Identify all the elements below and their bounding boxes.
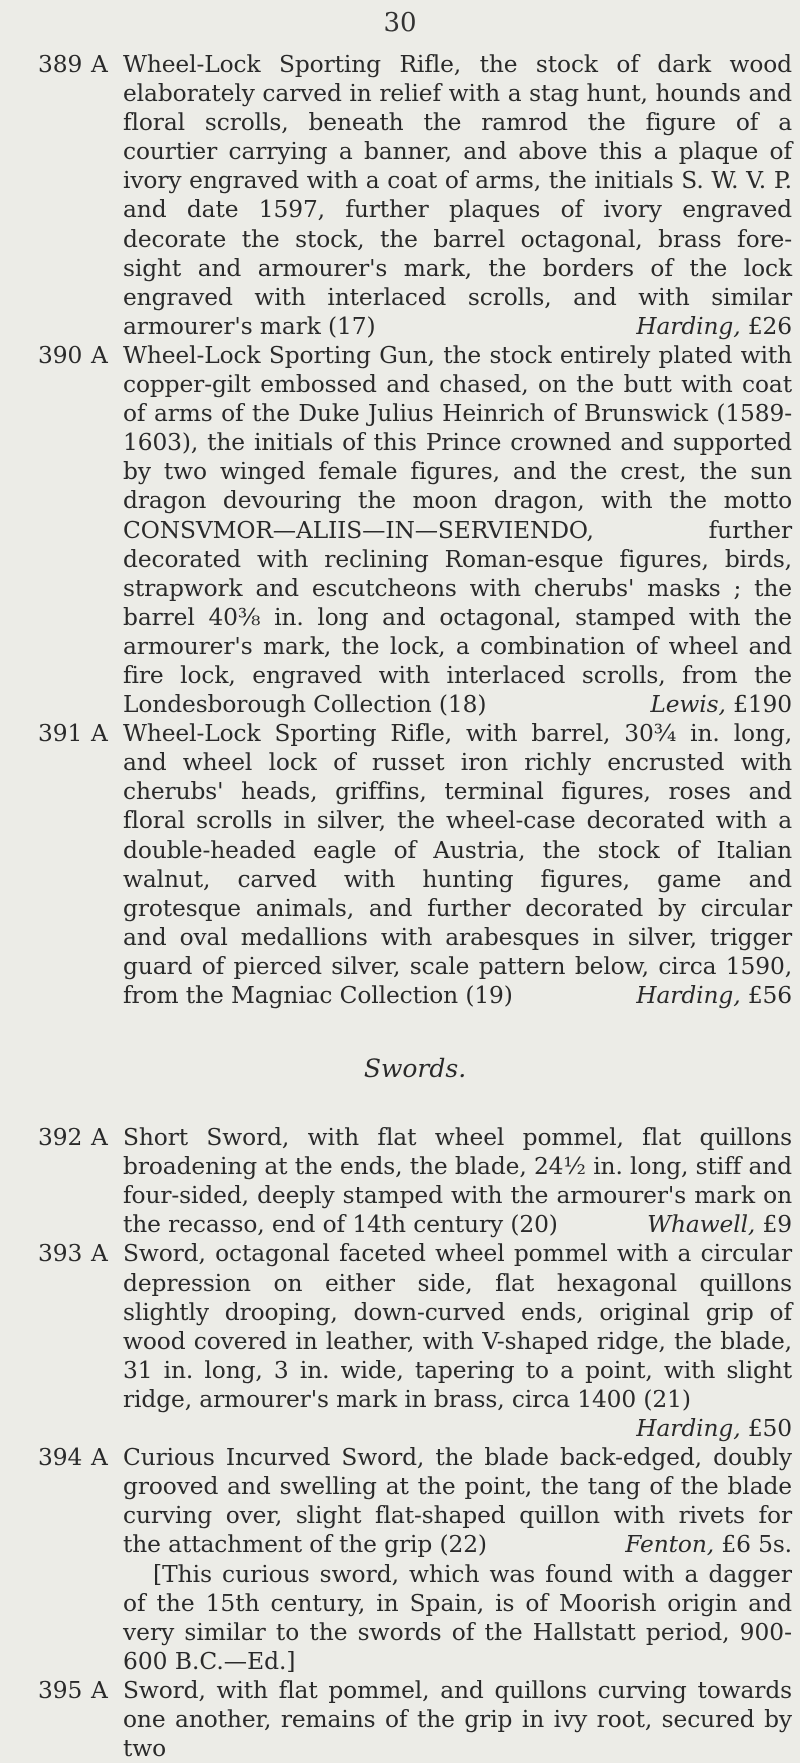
lot-list bbox=[38, 50, 792, 1763]
lot-buyer: Whawell, bbox=[647, 1211, 756, 1239]
lot-entry-390 bbox=[38, 341, 792, 719]
lot-description: Sword, with flat pommel, and quillons curving towards one another, remains of the grip in ivy root, secured by two bbox=[123, 1676, 792, 1763]
lot-entry-389 bbox=[38, 50, 792, 341]
lot-price: £9 bbox=[762, 1211, 792, 1239]
lot-number: 389 bbox=[38, 51, 83, 78]
lot-number: 390 bbox=[38, 341, 83, 369]
lot-buyer: Harding, bbox=[636, 982, 741, 1009]
lot-article: A bbox=[91, 1444, 108, 1472]
lot-price: £6 5s. bbox=[721, 1531, 792, 1559]
lot-entry-394 bbox=[38, 1443, 792, 1559]
lot-entry-393 bbox=[38, 1239, 792, 1443]
lot-price: £56 bbox=[747, 982, 792, 1009]
lot-buyer: Harding, bbox=[636, 1415, 741, 1443]
lot-article: A bbox=[91, 1676, 108, 1704]
lot-entry-391 bbox=[38, 719, 792, 1010]
lot-buyer: Fenton, bbox=[625, 1531, 715, 1559]
lot-description: Curious Incurved Sword, the blade back-edged, doubly grooved and swelling at the point, the tang of the blade curving over, slight flat-shaped quillon with rivets for the attachment of the grip (22) bbox=[123, 1444, 792, 1559]
lot-entry-395 bbox=[38, 1676, 792, 1763]
lot-attribution bbox=[647, 1210, 792, 1239]
lot-article: A bbox=[91, 341, 108, 369]
lot-number: 392 bbox=[38, 1124, 83, 1152]
lot-buyer: Harding, bbox=[636, 312, 741, 340]
lot-number: 393 bbox=[38, 1240, 83, 1268]
lot-article: A bbox=[91, 51, 108, 78]
lot-entry-392 bbox=[38, 1123, 792, 1239]
lot-description: Wheel-Lock Sporting Rifle, with barrel, 30¾ in. long, and wheel lock of russet iron richly encrusted with cherubs' heads, griffins, terminal figures, roses and floral scrolls in silver, the wheel-case decorated with a double-headed eagle of Austria, the stock of Italian walnut, carved with hunting figures, game and grotesque animals, and further decorated by circular and oval medallions with arabesques in silver, trigger guard of pierced silver, scale pattern below, circa 1590, from the Magniac Collection (19) bbox=[123, 720, 792, 1009]
lot-description: Short Sword, with flat wheel pommel, flat quillons broadening at the ends, the blade, 24½ in. long, stiff and four-sided, deeply stamped with the armourer's mark on the recasso, end of 14th century (20) bbox=[123, 1124, 792, 1239]
lot-article: A bbox=[91, 1124, 108, 1152]
lot-number: 394 bbox=[38, 1444, 83, 1472]
lot-description: Sword, octagonal faceted wheel pommel with a circular depression on either side, flat hexagonal quillons slightly drooping, down-curved ends, original grip of wood covered in leather, with V-shaped ridge, the blade, 31 in. long, 3 in. wide, tapering to a point, with slight ridge, armourer's mark in brass, circa 1400 (21) bbox=[123, 1240, 792, 1413]
lot-attribution bbox=[636, 312, 792, 341]
lot-description: Wheel-Lock Sporting Rifle, the stock of dark wood elaborately carved in relief with a stag hunt, hounds and floral scrolls, beneath the ramrod the figure of a courtier carrying a banner, and above this a plaque of ivory engraved with a coat of arms, the initials S. W. V. P. and date 1597, further plaques of ivory engraved decorate the stock, the barrel octagonal, brass fore-sight and armourer's mark, the borders of the lock engraved with interlaced scrolls, and with similar armourer's mark (17) bbox=[123, 51, 792, 340]
lot-attribution bbox=[650, 690, 792, 719]
lot-article: A bbox=[91, 1240, 108, 1268]
page-number: 30 bbox=[383, 8, 417, 38]
lot-number: 395 bbox=[38, 1676, 83, 1704]
lot-number: 391 bbox=[38, 720, 83, 748]
lot-price: £190 bbox=[733, 691, 792, 719]
lot-price: £26 bbox=[747, 312, 792, 340]
lot-attribution bbox=[636, 1414, 792, 1443]
section-heading-swords: Swords. bbox=[363, 1054, 467, 1084]
lot-buyer: Lewis, bbox=[650, 691, 726, 719]
lot-description: Wheel-Lock Sporting Gun, the stock entirely plated with copper-gilt embossed and chased, on the butt with coat of arms of the Duke Julius Heinrich of Brunswick (1589-1603), the initials of this Prince crowned and supported by two winged female figures, and the crest, the sun dragon devouring the moon dragon, with the motto CONSVMOR—ALIIS—IN—SERVIENDO, further decorated with reclining Roman-esque figures, birds, strapwork and escutcheons with cherubs' masks ; the barrel 40⅜ in. long and octagonal, stamped with the armourer's mark, the lock, a combination of wheel and fire lock, engraved with interlaced scrolls, from the Londesborough Collection (18) bbox=[123, 341, 792, 719]
lot-price: £50 bbox=[747, 1415, 792, 1443]
lot-attribution bbox=[625, 1530, 792, 1559]
editor-note: [This curious sword, which was found with a dagger of the 15th century, in Spain, is of Moorish origin and very similar to the swords of the Hallstatt period, 900-600 B.C.—Ed.] bbox=[123, 1560, 792, 1675]
lot-attribution bbox=[636, 981, 792, 1010]
lot-article: A bbox=[91, 720, 108, 748]
